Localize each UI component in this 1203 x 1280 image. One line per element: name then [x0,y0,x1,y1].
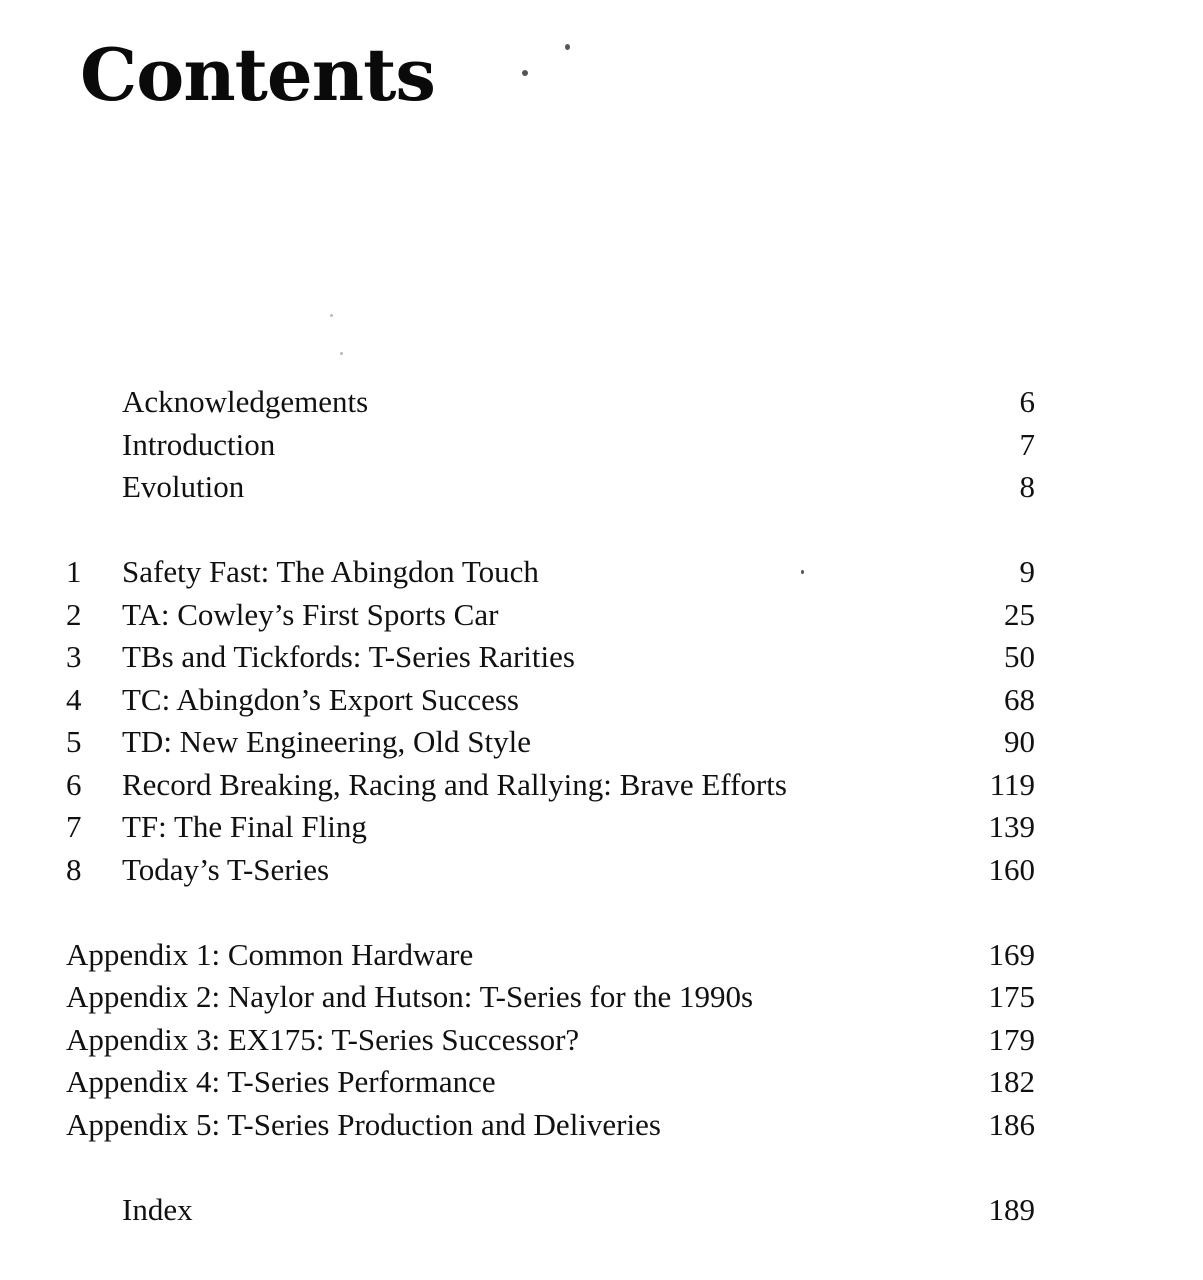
scan-speck [340,352,343,355]
toc-entry-label: Index [122,1192,193,1227]
chapter-title: TF: The Final Fling [122,809,367,844]
chapter-number: 5 [66,724,82,759]
chapter-page: 68 [1004,682,1035,717]
appendix-page: 175 [988,979,1035,1014]
chapter-title: Record Breaking, Racing and Rallying: Brave Efforts [122,767,787,802]
appendix-entry [0,976,1203,1018]
chapter-page: 9 [1019,554,1035,589]
chapter-number: 1 [66,554,82,589]
scan-speck [522,70,528,76]
chapter-number: 3 [66,639,82,674]
appendix-title: Appendix 3: EX175: T-Series Successor? [66,1022,580,1057]
chapter-entry [0,636,1203,678]
toc-entry [0,424,1203,466]
appendix-entry [0,934,1203,976]
toc-entry-page: 8 [1019,469,1035,504]
toc-entry-label: Evolution [122,469,245,504]
appendix-page: 179 [988,1022,1035,1057]
chapter-page: 50 [1004,639,1035,674]
chapter-page: 25 [1004,597,1035,632]
appendix-title: Appendix 2: Naylor and Hutson: T-Series for the 1990s [66,979,754,1014]
chapter-entry [0,679,1203,721]
appendix-title: Appendix 5: T-Series Production and Deliveries [66,1107,661,1142]
appendix-page: 182 [988,1064,1035,1099]
chapter-number: 4 [66,682,82,717]
chapter-title: TC: Abingdon’s Export Success [122,682,519,717]
appendix-entry [0,1019,1203,1061]
chapter-entry [0,551,1203,593]
chapter-page: 119 [989,767,1035,802]
toc-entry [0,1189,1203,1231]
chapter-page: 160 [988,852,1035,887]
chapter-number: 2 [66,597,82,632]
toc-entry [0,466,1203,508]
chapter-title: TA: Cowley’s First Sports Car [122,597,499,632]
appendix-page: 169 [988,937,1035,972]
scan-speck [565,44,570,50]
chapter-title: Today’s T-Series [122,852,330,887]
chapter-number: 7 [66,809,82,844]
scan-speck [330,314,333,317]
chapter-entry [0,849,1203,891]
chapter-number: 8 [66,852,82,887]
appendix-title: Appendix 1: Common Hardware [66,937,474,972]
chapter-entry [0,721,1203,763]
appendix-entry [0,1061,1203,1103]
chapter-entry [0,806,1203,848]
appendix-entry [0,1104,1203,1146]
appendix-page: 186 [988,1107,1035,1142]
chapter-title: TD: New Engineering, Old Style [122,724,531,759]
chapter-entry [0,594,1203,636]
page-title: Contents [80,32,435,117]
toc-entry-page: 6 [1019,384,1035,419]
toc-entry-label: Acknowledgements [122,384,369,419]
appendix-title: Appendix 4: T-Series Performance [66,1064,496,1099]
toc-entry-label: Introduction [122,427,276,462]
chapter-page: 139 [988,809,1035,844]
chapter-number: 6 [66,767,82,802]
toc-entry-page: 7 [1019,427,1035,462]
toc-entry-page: 189 [988,1192,1035,1227]
chapter-page: 90 [1004,724,1035,759]
chapter-title: Safety Fast: The Abingdon Touch [122,554,539,589]
chapter-entry [0,764,1203,806]
toc-entry [0,381,1203,423]
chapter-title: TBs and Tickfords: T-Series Rarities [122,639,575,674]
